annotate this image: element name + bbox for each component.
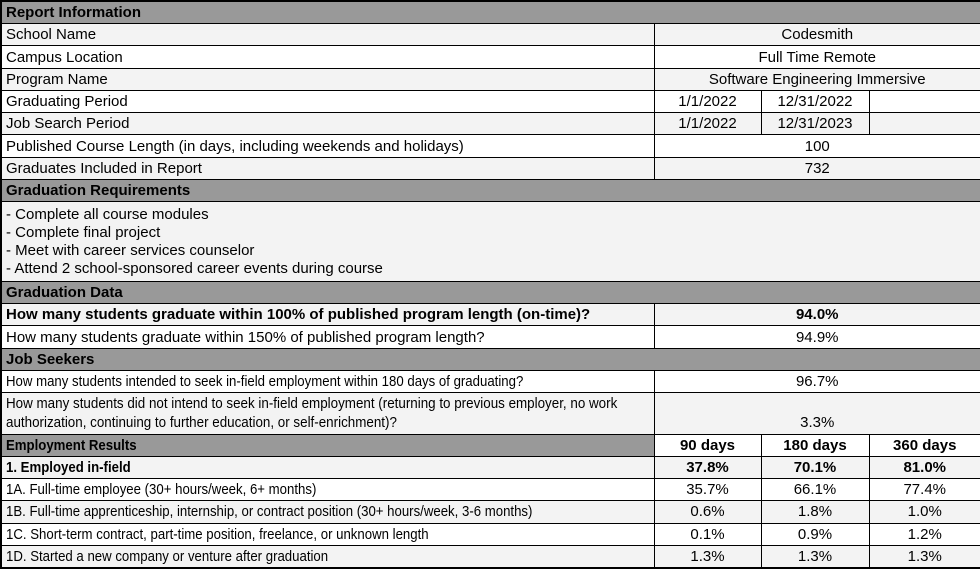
started-company-360d: 1.3% [869, 545, 980, 568]
graduates-included-label: Graduates Included in Report [1, 157, 654, 179]
section-header-graduation-data: Graduation Data [1, 281, 980, 303]
program-name-value: Software Engineering Immersive [654, 68, 980, 90]
short-term-contract-label: 1C. Short-term contract, part-time position, freelance, or unknown length [1, 523, 654, 545]
graduating-period-start: 1/1/2022 [654, 90, 761, 112]
job-search-period-label: Job Search Period [1, 113, 654, 135]
full-time-employee-label: 1A. Full-time employee (30+ hours/week, 6+ months) [1, 479, 654, 501]
requirement-item: - Complete final project [6, 223, 161, 241]
graduates-included-value: 732 [654, 157, 980, 179]
campus-location-value: Full Time Remote [654, 46, 980, 68]
started-company-180d: 1.3% [761, 545, 869, 568]
apprenticeship-90d: 0.6% [654, 501, 761, 523]
full-time-employee-360d: 77.4% [869, 479, 980, 501]
apprenticeship-label: 1B. Full-time apprenticeship, internship, or contract position (30+ hours/week, 3-6 months) [1, 501, 654, 523]
grad-within-100-value-highlighted: 94.0% [654, 304, 980, 326]
employed-in-field-90d: 37.8% [654, 456, 761, 478]
employed-in-field-label: 1. Employed in-field [1, 456, 654, 478]
intended-seekers-label: How many students intended to seek in-field employment within 180 days of graduating? [1, 370, 654, 392]
intended-seekers-value: 96.7% [654, 370, 980, 392]
graduation-requirements-list [1, 202, 980, 282]
started-company-label: 1D. Started a new company or venture after graduation [1, 545, 654, 568]
course-length-value: 100 [654, 135, 980, 157]
non-seekers-label: How many students did not intend to seek in-field employment (returning to previous employer, no work authorization, continuing to further education, or self-enrichment)? [1, 393, 654, 434]
section-header-graduation-requirements: Graduation Requirements [1, 179, 980, 201]
section-header-employment-results: Employment Results [1, 434, 654, 456]
graduating-period-label: Graduating Period [1, 90, 654, 112]
employed-in-field-180d-highlighted: 70.1% [761, 456, 869, 478]
program-name-label: Program Name [1, 68, 654, 90]
column-header-360-days: 360 days [869, 434, 980, 456]
requirement-item: - Meet with career services counselor [6, 241, 255, 259]
employed-in-field-360d-highlighted: 81.0% [869, 456, 980, 478]
course-length-label: Published Course Length (in days, including weekends and holidays) [1, 135, 654, 157]
job-search-period-start: 1/1/2022 [654, 113, 761, 135]
apprenticeship-180d: 1.8% [761, 501, 869, 523]
started-company-90d: 1.3% [654, 545, 761, 568]
section-header-job-seekers: Job Seekers [1, 348, 980, 370]
short-term-contract-360d: 1.2% [869, 523, 980, 545]
grad-within-150-label: How many students graduate within 150% of published program length? [1, 326, 654, 348]
short-term-contract-90d: 0.1% [654, 523, 761, 545]
job-search-period-extra-cell [869, 113, 980, 135]
school-name-value: Codesmith [654, 24, 980, 46]
column-header-90-days: 90 days [654, 434, 761, 456]
job-search-period-end: 12/31/2023 [761, 113, 869, 135]
full-time-employee-90d: 35.7% [654, 479, 761, 501]
graduating-period-end: 12/31/2022 [761, 90, 869, 112]
non-seekers-value: 3.3% [654, 393, 980, 434]
full-time-employee-180d: 66.1% [761, 479, 869, 501]
requirement-item: - Complete all course modules [6, 205, 209, 223]
section-header-report-information: Report Information [1, 1, 980, 24]
column-header-180-days: 180 days [761, 434, 869, 456]
apprenticeship-360d: 1.0% [869, 501, 980, 523]
school-name-label: School Name [1, 24, 654, 46]
grad-within-150-value: 94.9% [654, 326, 980, 348]
graduating-period-extra-cell [869, 90, 980, 112]
campus-location-label: Campus Location [1, 46, 654, 68]
requirement-item: - Attend 2 school-sponsored career events during course [6, 259, 383, 277]
grad-within-100-label: How many students graduate within 100% of published program length (on-time)? [1, 304, 654, 326]
short-term-contract-180d: 0.9% [761, 523, 869, 545]
